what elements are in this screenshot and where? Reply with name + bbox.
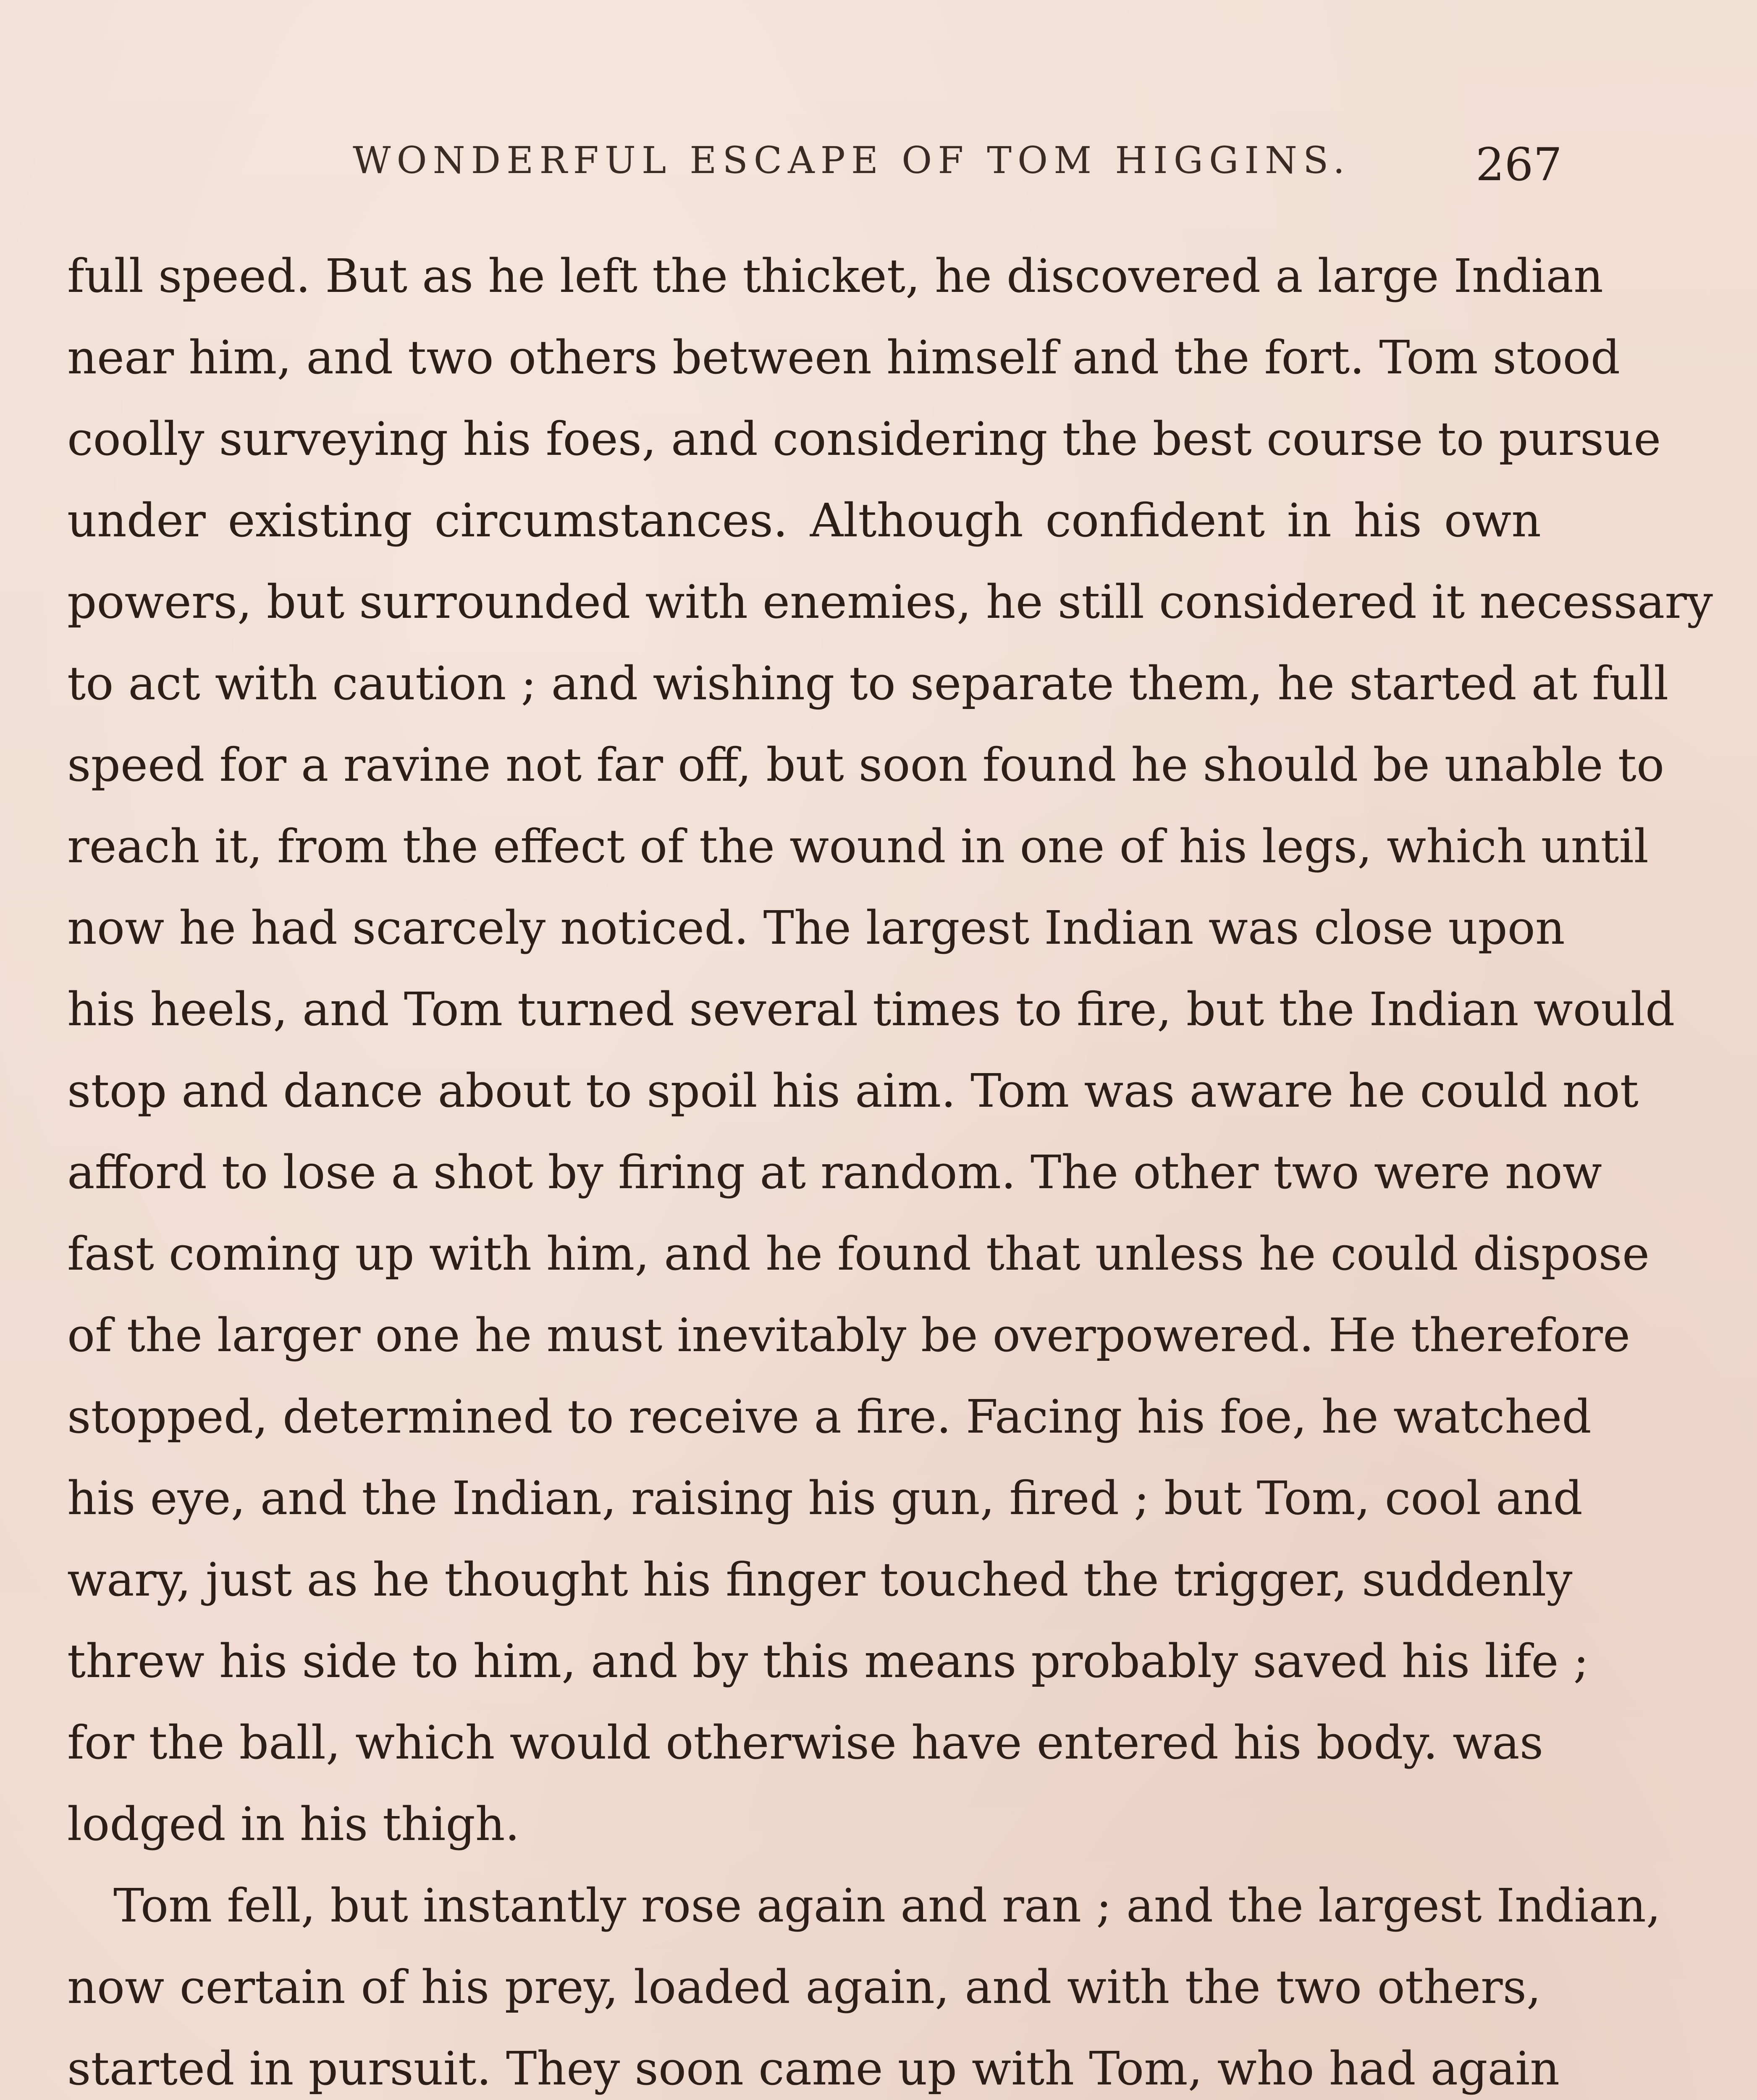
text-line: fast coming up with him, and he found that unless he could dispose	[67, 1227, 1650, 1281]
text-line: stopped, determined to receive a fire. Facing his foe, he watched	[67, 1390, 1592, 1444]
text-line: of the larger one he must inevitably be overpowered. He therefore	[67, 1308, 1631, 1362]
text-line: stop and dance about to spoil his aim. Tom was aware he could not	[67, 1064, 1639, 1118]
page-number: 267	[1475, 139, 1562, 191]
text-line: lodged in his thigh.	[67, 1797, 520, 1851]
text-line: now he had scarcely noticed. The largest Indian was close upon	[67, 901, 1565, 955]
text-line: reach it, from the effect of the wound in one of his legs, which until	[67, 819, 1649, 873]
text-line: threw his side to him, and by this means probably saved his life ;	[67, 1634, 1589, 1688]
text-line: powers, but surrounded with enemies, he still considered it necessary	[67, 575, 1713, 629]
text-line: to act with caution ; and wishing to separate them, he started at full	[67, 656, 1669, 710]
text-line: wary, just as he thought his finger touched the trigger, suddenly	[67, 1553, 1573, 1606]
text-line: coolly surveying his foes, and considering the best course to pursue	[67, 412, 1661, 466]
text-line: afford to lose a shot by firing at random. The other two were now	[67, 1145, 1602, 1199]
text-line: his eye, and the Indian, raising his gun, fired ; but Tom, cool and	[67, 1471, 1583, 1525]
text-line: near him, and two others between himself and the fort. Tom stood	[67, 331, 1621, 384]
running-title: WONDERFUL ESCAPE OF TOM HIGGINS.	[353, 139, 1351, 182]
text-line: Tom fell, but instantly rose again and ran ; and the largest Indian,	[113, 1879, 1661, 1932]
text-line: full speed. But as he left the thicket, he discovered a large Indian	[67, 249, 1603, 303]
text-line: for the ball, which would otherwise have entered his body. was	[67, 1716, 1544, 1769]
text-line: under existing circumstances. Although confident in his own	[67, 494, 1541, 547]
body-text	[67, 235, 1713, 2100]
text-line: started in pursuit. They soon came up with Tom, who had again	[67, 2042, 1560, 2095]
text-line: his heels, and Tom turned several times to fire, but the Indian would	[67, 982, 1675, 1036]
paragraph-1	[67, 235, 1713, 1865]
paragraph-2	[67, 1865, 1661, 2100]
text-line: speed for a ravine not far off, but soon found he should be unable to	[67, 738, 1665, 792]
text-line: now certain of his prey, loaded again, and with the two others,	[67, 1960, 1541, 2014]
